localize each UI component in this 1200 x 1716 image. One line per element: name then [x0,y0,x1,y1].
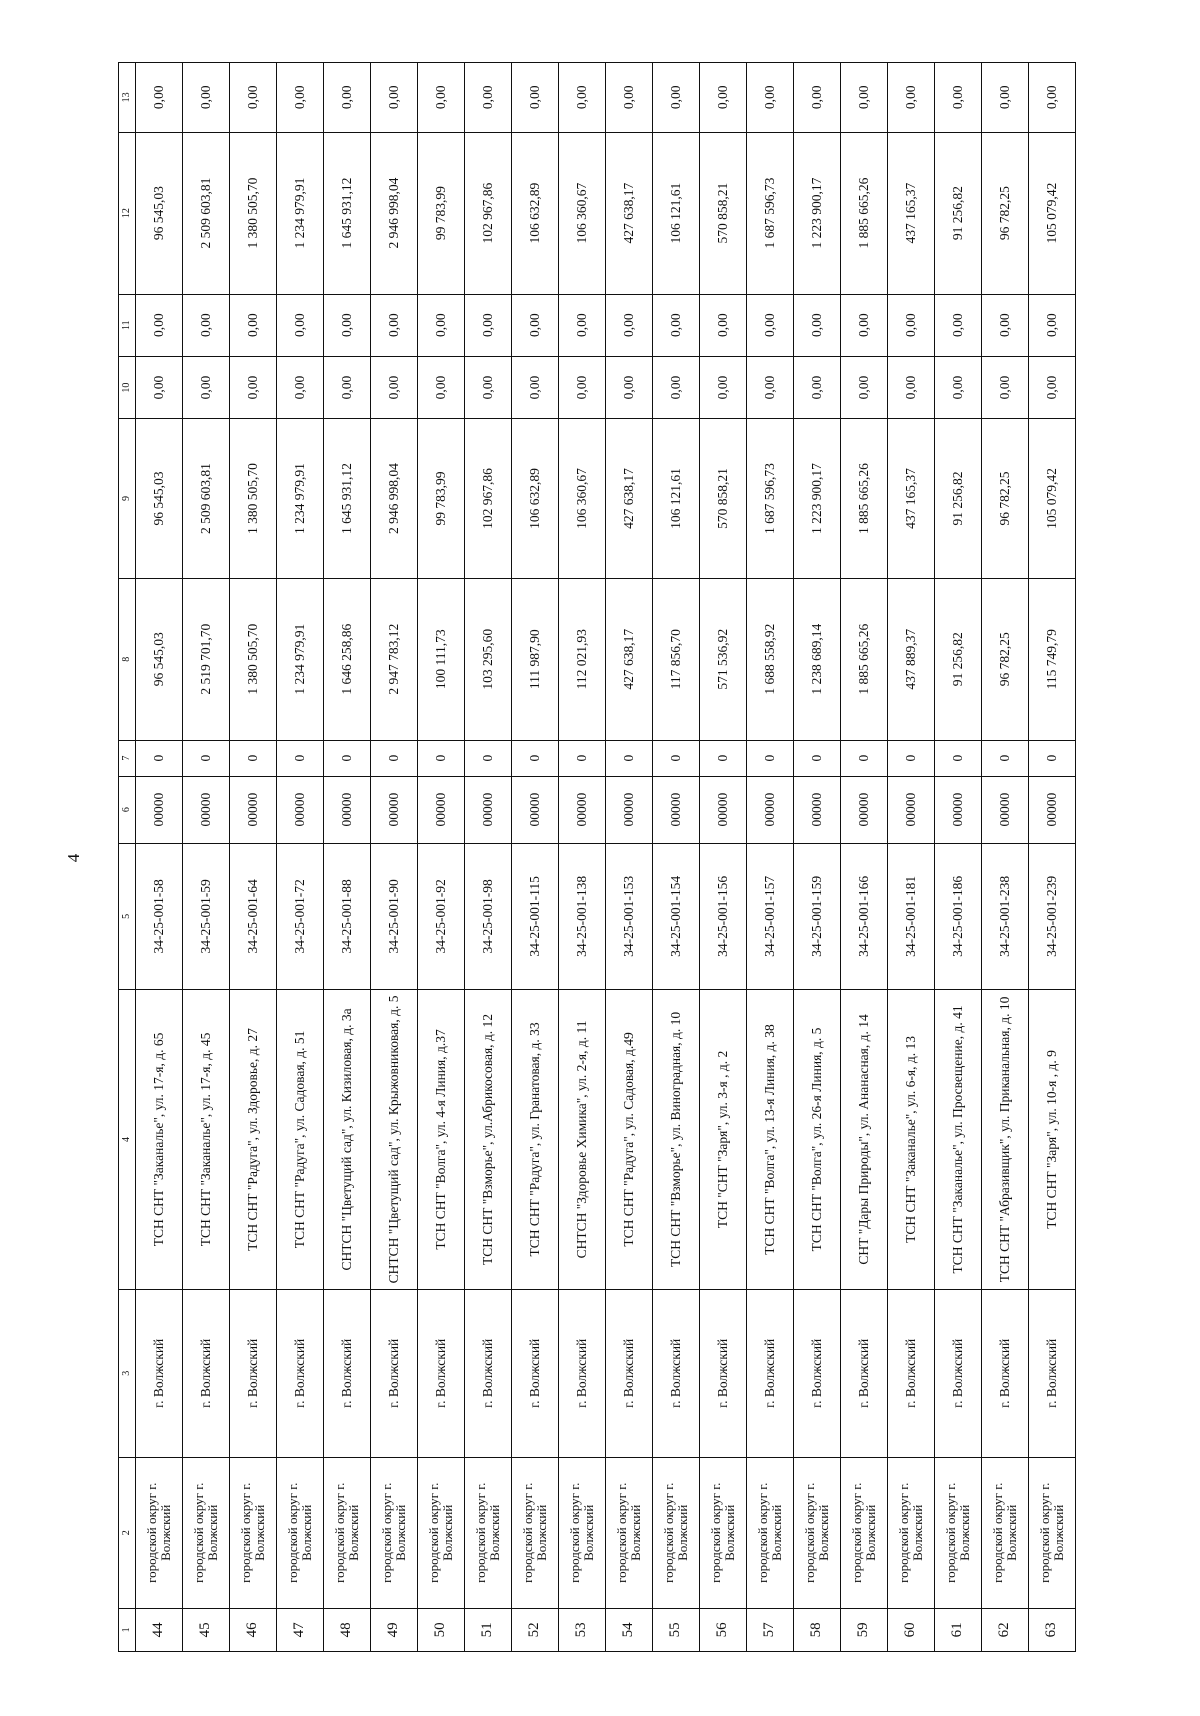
header-row [119,63,136,1652]
municipality-cell: городской округ г. Волжский [700,1457,747,1608]
col11-cell: 0,00 [606,294,653,356]
col10-cell: 0,00 [888,356,935,418]
table-row [418,63,465,1652]
address-cell: ТСН СНТ "Радуга", ул. Гранатовая, д. 33 [512,990,559,1290]
settlement-cell: г. Волжский [935,1289,982,1457]
col9-amount-cell: 1 380 505,70 [230,419,277,578]
col8-amount-cell: 96 545,03 [136,578,183,740]
settlement-cell: г. Волжский [747,1289,794,1457]
code-cell: 34-25-001-72 [277,843,324,989]
col7-cell: 0 [841,740,888,776]
col13-cell: 0,00 [512,63,559,133]
table-row [841,63,888,1652]
col12-amount-cell: 1 645 931,12 [324,132,371,294]
col13-cell: 0,00 [230,63,277,133]
col13-cell: 0,00 [465,63,512,133]
col7-cell: 0 [418,740,465,776]
municipality-cell: городской округ г. Волжский [183,1457,230,1608]
column-header-1: 1 [119,1608,136,1651]
col13-cell: 0,00 [606,63,653,133]
row-number-cell: 54 [606,1608,653,1651]
col13-cell: 0,00 [794,63,841,133]
col9-amount-cell: 427 638,17 [606,419,653,578]
col11-cell: 0,00 [982,294,1029,356]
table-row [277,63,324,1652]
col13-cell: 0,00 [841,63,888,133]
settlement-cell: г. Волжский [465,1289,512,1457]
table-row [935,63,982,1652]
col6-cell: 00000 [935,776,982,843]
col6-cell: 00000 [277,776,324,843]
column-header-6: 6 [119,776,136,843]
col7-cell: 0 [183,740,230,776]
code-cell: 34-25-001-181 [888,843,935,989]
row-number-cell: 53 [559,1608,606,1651]
settlement-cell: г. Волжский [559,1289,606,1457]
address-cell: ТСН СНТ "Радуга", ул. Садовая, д.49 [606,990,653,1290]
col7-cell: 0 [794,740,841,776]
column-header-5: 5 [119,843,136,989]
col11-cell: 0,00 [512,294,559,356]
col6-cell: 00000 [982,776,1029,843]
code-cell: 34-25-001-98 [465,843,512,989]
column-header-7: 7 [119,740,136,776]
col7-cell: 0 [606,740,653,776]
col10-cell: 0,00 [1029,356,1076,418]
col6-cell: 00000 [230,776,277,843]
address-cell: ТСН СНТ "Заканалье", ул. 17-я, д. 65 [136,990,183,1290]
code-cell: 34-25-001-166 [841,843,888,989]
settlement-cell: г. Волжский [230,1289,277,1457]
col11-cell: 0,00 [888,294,935,356]
col13-cell: 0,00 [700,63,747,133]
col6-cell: 00000 [653,776,700,843]
settlement-cell: г. Волжский [277,1289,324,1457]
col12-amount-cell: 1 223 900,17 [794,132,841,294]
col8-amount-cell: 427 638,17 [606,578,653,740]
col9-amount-cell: 105 079,42 [1029,419,1076,578]
address-cell: ТСН СНТ "Заканалье", ул. Просвещение, д. 41 [935,990,982,1290]
table-body [136,63,1076,1652]
col7-cell: 0 [653,740,700,776]
table-row [371,63,418,1652]
settlement-cell: г. Волжский [512,1289,559,1457]
col11-cell: 0,00 [324,294,371,356]
municipality-cell: городской округ г. Волжский [606,1457,653,1608]
col10-cell: 0,00 [324,356,371,418]
table-row [183,63,230,1652]
address-cell: ТСН СНТ "Заканалье", ул. 17-я, д. 45 [183,990,230,1290]
col9-amount-cell: 1 687 596,73 [747,419,794,578]
col11-cell: 0,00 [418,294,465,356]
row-number-cell: 62 [982,1608,1029,1651]
col7-cell: 0 [982,740,1029,776]
row-number-cell: 51 [465,1608,512,1651]
col8-amount-cell: 1 646 258,86 [324,578,371,740]
col8-amount-cell: 1 380 505,70 [230,578,277,740]
municipality-cell: городской округ г. Волжский [371,1457,418,1608]
column-header-2: 2 [119,1457,136,1608]
column-header-11: 11 [119,294,136,356]
col10-cell: 0,00 [653,356,700,418]
row-number-cell: 47 [277,1608,324,1651]
col13-cell: 0,00 [982,63,1029,133]
municipality-cell: городской округ г. Волжский [653,1457,700,1608]
address-cell: ТСН СНТ "Заканалье", ул. 6-я, д. 13 [888,990,935,1290]
table-row [982,63,1029,1652]
col11-cell: 0,00 [183,294,230,356]
address-cell: ТСН СНТ "Взморье", ул.Абрикосовая, д. 12 [465,990,512,1290]
col12-amount-cell: 570 858,21 [700,132,747,294]
col10-cell: 0,00 [512,356,559,418]
municipality-cell: городской округ г. Волжский [794,1457,841,1608]
address-cell: ТСН "СНТ "Заря", ул. 3-я , д. 2 [700,990,747,1290]
col8-amount-cell: 117 856,70 [653,578,700,740]
table-row [512,63,559,1652]
settlement-cell: г. Волжский [1029,1289,1076,1457]
address-cell: ТСН СНТ "Волга", ул. 13-я Линия, д. 38 [747,990,794,1290]
col6-cell: 00000 [794,776,841,843]
col10-cell: 0,00 [982,356,1029,418]
col10-cell: 0,00 [136,356,183,418]
col10-cell: 0,00 [794,356,841,418]
municipality-cell: городской округ г. Волжский [512,1457,559,1608]
col12-amount-cell: 427 638,17 [606,132,653,294]
municipality-cell: городской округ г. Волжский [747,1457,794,1608]
col12-amount-cell: 96 545,03 [136,132,183,294]
column-header-9: 9 [119,419,136,578]
col10-cell: 0,00 [230,356,277,418]
col9-amount-cell: 102 967,86 [465,419,512,578]
address-cell: ТСН СНТ "Волга", ул. 4-я Линия, д.37 [418,990,465,1290]
col13-cell: 0,00 [559,63,606,133]
col13-cell: 0,00 [136,63,183,133]
col9-amount-cell: 106 632,89 [512,419,559,578]
table-row [136,63,183,1652]
col13-cell: 0,00 [1029,63,1076,133]
col13-cell: 0,00 [418,63,465,133]
code-cell: 34-25-001-239 [1029,843,1076,989]
address-cell: СНТСН "Цветущий сад", ул. Кизиловая, д. 3а [324,990,371,1290]
address-cell: ТСН СНТ "Абразивщик", ул. Приканальная, д. 10 [982,990,1029,1290]
col11-cell: 0,00 [794,294,841,356]
row-number-cell: 49 [371,1608,418,1651]
col10-cell: 0,00 [559,356,606,418]
col7-cell: 0 [277,740,324,776]
col13-cell: 0,00 [183,63,230,133]
col13-cell: 0,00 [653,63,700,133]
col10-cell: 0,00 [700,356,747,418]
col12-amount-cell: 1 380 505,70 [230,132,277,294]
col7-cell: 0 [136,740,183,776]
table-row [606,63,653,1652]
address-cell: ТСН СНТ "Волга", ул. 26-я Линия, д. 5 [794,990,841,1290]
col8-amount-cell: 1 688 558,92 [747,578,794,740]
col7-cell: 0 [371,740,418,776]
col8-amount-cell: 115 749,79 [1029,578,1076,740]
municipality-cell: городской округ г. Волжский [982,1457,1029,1608]
col9-amount-cell: 96 545,03 [136,419,183,578]
col9-amount-cell: 106 121,61 [653,419,700,578]
col6-cell: 00000 [136,776,183,843]
table-row [888,63,935,1652]
municipality-cell: городской округ г. Волжский [935,1457,982,1608]
col8-amount-cell: 1 234 979,91 [277,578,324,740]
row-number-cell: 61 [935,1608,982,1651]
col9-amount-cell: 1 234 979,91 [277,419,324,578]
col9-amount-cell: 2 946 998,04 [371,419,418,578]
settlement-cell: г. Волжский [841,1289,888,1457]
municipality-cell: городской округ г. Волжский [136,1457,183,1608]
settlement-cell: г. Волжский [653,1289,700,1457]
address-cell: ТСН СНТ "Радуга", ул. Здоровье, д. 27 [230,990,277,1290]
col10-cell: 0,00 [465,356,512,418]
col7-cell: 0 [559,740,606,776]
address-cell: ТСН СНТ "Радуга", ул. Садовая, д. 51 [277,990,324,1290]
code-cell: 34-25-001-156 [700,843,747,989]
code-cell: 34-25-001-88 [324,843,371,989]
col12-amount-cell: 106 121,61 [653,132,700,294]
col6-cell: 00000 [888,776,935,843]
municipality-cell: городской округ г. Волжский [277,1457,324,1608]
address-cell: ТСН СНТ "Взморье", ул. Виноградная, д. 10 [653,990,700,1290]
row-number-cell: 63 [1029,1608,1076,1651]
code-cell: 34-25-001-64 [230,843,277,989]
col11-cell: 0,00 [1029,294,1076,356]
row-number-cell: 50 [418,1608,465,1651]
col7-cell: 0 [230,740,277,776]
col11-cell: 0,00 [841,294,888,356]
col8-amount-cell: 103 295,60 [465,578,512,740]
municipality-cell: городской округ г. Волжский [230,1457,277,1608]
municipality-cell: городской округ г. Волжский [888,1457,935,1608]
col12-amount-cell: 2 946 998,04 [371,132,418,294]
col11-cell: 0,00 [559,294,606,356]
col13-cell: 0,00 [324,63,371,133]
municipality-cell: городской округ г. Волжский [559,1457,606,1608]
row-number-cell: 48 [324,1608,371,1651]
col12-amount-cell: 105 079,42 [1029,132,1076,294]
col13-cell: 0,00 [747,63,794,133]
col12-amount-cell: 2 509 603,81 [183,132,230,294]
table-row [1029,63,1076,1652]
municipality-cell: городской округ г. Волжский [418,1457,465,1608]
col8-amount-cell: 100 111,73 [418,578,465,740]
rotated-table-container [118,62,1076,1652]
col9-amount-cell: 2 509 603,81 [183,419,230,578]
col11-cell: 0,00 [653,294,700,356]
col9-amount-cell: 106 360,67 [559,419,606,578]
col11-cell: 0,00 [700,294,747,356]
col12-amount-cell: 1 234 979,91 [277,132,324,294]
col12-amount-cell: 99 783,99 [418,132,465,294]
col11-cell: 0,00 [371,294,418,356]
col7-cell: 0 [465,740,512,776]
row-number-cell: 57 [747,1608,794,1651]
col10-cell: 0,00 [183,356,230,418]
col7-cell: 0 [324,740,371,776]
code-cell: 34-25-001-115 [512,843,559,989]
col6-cell: 00000 [841,776,888,843]
col9-amount-cell: 1 645 931,12 [324,419,371,578]
row-number-cell: 56 [700,1608,747,1651]
code-cell: 34-25-001-159 [794,843,841,989]
settlement-cell: г. Волжский [136,1289,183,1457]
col13-cell: 0,00 [371,63,418,133]
col12-amount-cell: 96 782,25 [982,132,1029,294]
row-number-cell: 46 [230,1608,277,1651]
col7-cell: 0 [747,740,794,776]
col9-amount-cell: 91 256,82 [935,419,982,578]
col8-amount-cell: 111 987,90 [512,578,559,740]
col6-cell: 00000 [418,776,465,843]
row-number-cell: 44 [136,1608,183,1651]
municipality-cell: городской округ г. Волжский [465,1457,512,1608]
col7-cell: 0 [700,740,747,776]
col6-cell: 00000 [183,776,230,843]
row-number-cell: 58 [794,1608,841,1651]
col9-amount-cell: 437 165,37 [888,419,935,578]
col12-amount-cell: 106 360,67 [559,132,606,294]
code-cell: 34-25-001-153 [606,843,653,989]
col7-cell: 0 [888,740,935,776]
col10-cell: 0,00 [418,356,465,418]
code-cell: 34-25-001-58 [136,843,183,989]
col13-cell: 0,00 [935,63,982,133]
col7-cell: 0 [935,740,982,776]
page-number: 4 [64,853,83,863]
col7-cell: 0 [1029,740,1076,776]
col11-cell: 0,00 [747,294,794,356]
col9-amount-cell: 96 782,25 [982,419,1029,578]
settlement-cell: г. Волжский [700,1289,747,1457]
col10-cell: 0,00 [606,356,653,418]
col11-cell: 0,00 [230,294,277,356]
col13-cell: 0,00 [888,63,935,133]
col9-amount-cell: 1 885 665,26 [841,419,888,578]
settlement-cell: г. Волжский [183,1289,230,1457]
code-cell: 34-25-001-186 [935,843,982,989]
settlement-cell: г. Волжский [418,1289,465,1457]
settlement-cell: г. Волжский [324,1289,371,1457]
col12-amount-cell: 1 885 665,26 [841,132,888,294]
col8-amount-cell: 96 782,25 [982,578,1029,740]
row-number-cell: 60 [888,1608,935,1651]
col9-amount-cell: 1 223 900,17 [794,419,841,578]
address-cell: СНТСН "Здоровье Химика", ул. 2-я, д. 11 [559,990,606,1290]
col11-cell: 0,00 [277,294,324,356]
row-number-cell: 55 [653,1608,700,1651]
col10-cell: 0,00 [277,356,324,418]
col6-cell: 00000 [512,776,559,843]
address-cell: СНТ "Дары Природы", ул. Ананасная, д. 14 [841,990,888,1290]
code-cell: 34-25-001-59 [183,843,230,989]
column-header-3: 3 [119,1289,136,1457]
code-cell: 34-25-001-92 [418,843,465,989]
column-header-8: 8 [119,578,136,740]
col11-cell: 0,00 [136,294,183,356]
col12-amount-cell: 102 967,86 [465,132,512,294]
row-number-cell: 59 [841,1608,888,1651]
col6-cell: 00000 [1029,776,1076,843]
code-cell: 34-25-001-154 [653,843,700,989]
address-cell: ТСН СНТ "Заря", ул. 10-я , д. 9 [1029,990,1076,1290]
municipality-cell: городской округ г. Волжский [324,1457,371,1608]
col8-amount-cell: 1 238 689,14 [794,578,841,740]
col11-cell: 0,00 [465,294,512,356]
col6-cell: 00000 [606,776,653,843]
table-row [559,63,606,1652]
table-row [794,63,841,1652]
col8-amount-cell: 437 889,37 [888,578,935,740]
col10-cell: 0,00 [841,356,888,418]
settlement-cell: г. Волжский [794,1289,841,1457]
col12-amount-cell: 106 632,89 [512,132,559,294]
row-number-cell: 52 [512,1608,559,1651]
col10-cell: 0,00 [747,356,794,418]
col12-amount-cell: 91 256,82 [935,132,982,294]
table-row [747,63,794,1652]
settlement-cell: г. Волжский [606,1289,653,1457]
col8-amount-cell: 571 536,92 [700,578,747,740]
col8-amount-cell: 2 519 701,70 [183,578,230,740]
address-cell: СНТСН "Цветущий сад", ул. Крыжовниковая, д. 5 [371,990,418,1290]
table-row [653,63,700,1652]
code-cell: 34-25-001-90 [371,843,418,989]
code-cell: 34-25-001-138 [559,843,606,989]
col6-cell: 00000 [324,776,371,843]
col7-cell: 0 [512,740,559,776]
column-header-10: 10 [119,356,136,418]
col10-cell: 0,00 [935,356,982,418]
col6-cell: 00000 [465,776,512,843]
col12-amount-cell: 437 165,37 [888,132,935,294]
col13-cell: 0,00 [277,63,324,133]
col6-cell: 00000 [371,776,418,843]
code-cell: 34-25-001-238 [982,843,1029,989]
settlement-cell: г. Волжский [982,1289,1029,1457]
col11-cell: 0,00 [935,294,982,356]
code-cell: 34-25-001-157 [747,843,794,989]
col12-amount-cell: 1 687 596,73 [747,132,794,294]
row-number-cell: 45 [183,1608,230,1651]
municipality-cell: городской округ г. Волжский [1029,1457,1076,1608]
table-row [465,63,512,1652]
col8-amount-cell: 2 947 783,12 [371,578,418,740]
col9-amount-cell: 570 858,21 [700,419,747,578]
col8-amount-cell: 112 021,93 [559,578,606,740]
column-header-13: 13 [119,63,136,133]
col8-amount-cell: 1 885 665,26 [841,578,888,740]
col10-cell: 0,00 [371,356,418,418]
column-header-12: 12 [119,132,136,294]
col8-amount-cell: 91 256,82 [935,578,982,740]
column-header-4: 4 [119,990,136,1290]
registry-table [118,62,1076,1652]
table-row [700,63,747,1652]
settlement-cell: г. Волжский [371,1289,418,1457]
table-row [230,63,277,1652]
municipality-cell: городской округ г. Волжский [841,1457,888,1608]
settlement-cell: г. Волжский [888,1289,935,1457]
col6-cell: 00000 [559,776,606,843]
col9-amount-cell: 99 783,99 [418,419,465,578]
col6-cell: 00000 [747,776,794,843]
col6-cell: 00000 [700,776,747,843]
table-row [324,63,371,1652]
